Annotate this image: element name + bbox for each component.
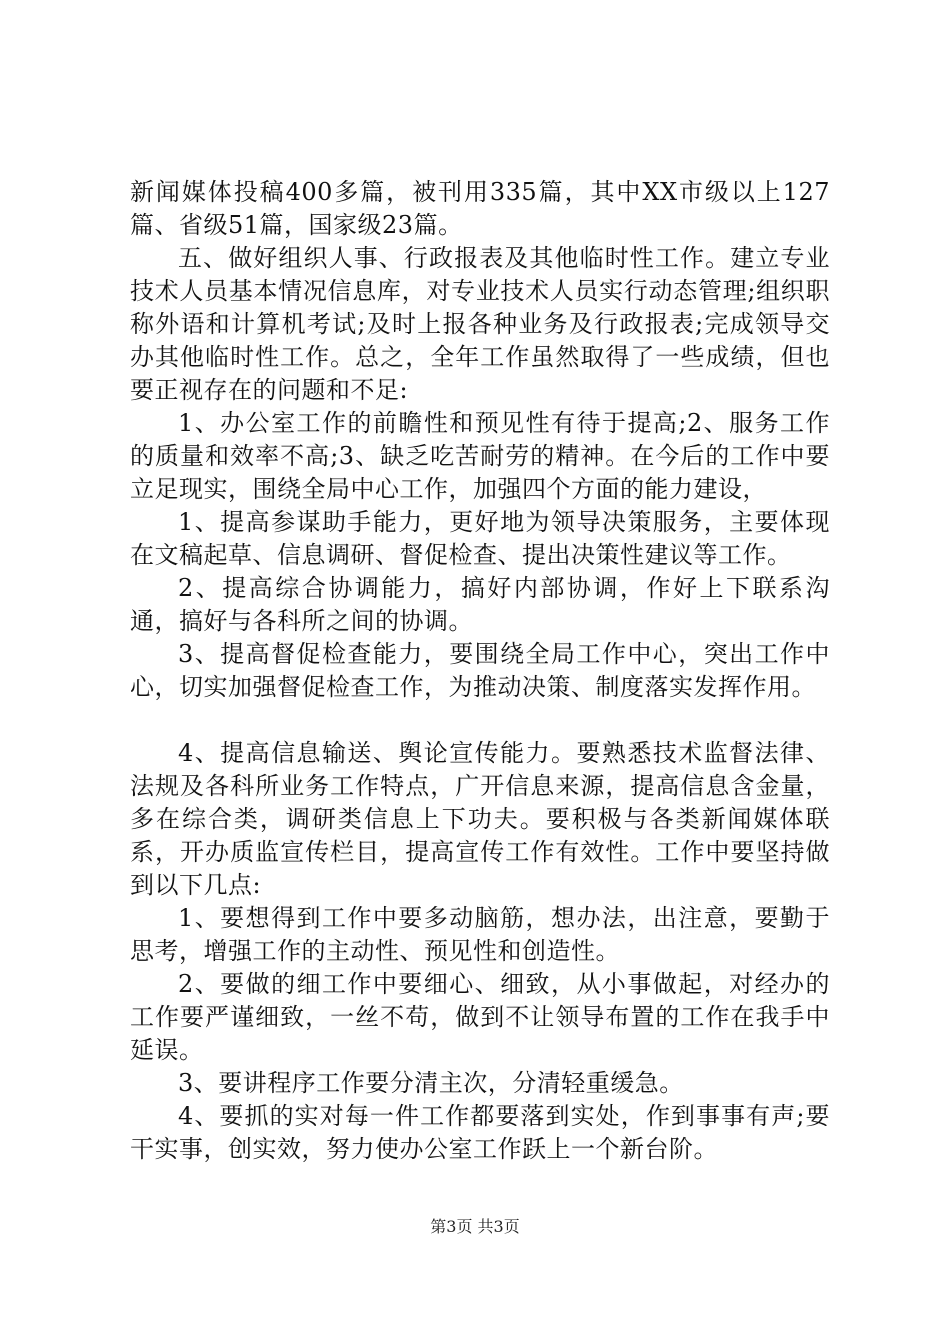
paragraph-continuation: 新闻媒体投稿400多篇，被刊用335篇，其中XX市级以上127篇、省级51篇，国家级23篇。 — [130, 178, 830, 239]
paragraph-point-4: 4、要抓的实对每一件工作都要落到实处，作到事事有声;要干实事，创实效，努力使办公室工作跃上一个新台阶。 — [130, 1102, 830, 1163]
paragraph-ability-1: 1、提高参谋助手能力，更好地为领导决策服务，主要体现在文稿起草、信息调研、督促检查、提出决策性建议等工作。 — [130, 508, 830, 569]
paragraph-ability-3: 3、提高督促检查能力，要围绕全局工作中心，突出工作中心，切实加强督促检查工作，为推动决策、制度落实发挥作用。 — [130, 640, 830, 701]
paragraph-shortcomings: 1、办公室工作的前瞻性和预见性有待于提高;2、服务工作的质量和效率不高;3、缺乏吃苦耐劳的精神。在今后的工作中要立足现实，围绕全局中心工作，加强四个方面的能力建设， — [130, 409, 830, 503]
document-body — [130, 176, 830, 1166]
paragraph-point-3: 3、要讲程序工作要分清主次，分清轻重缓急。 — [178, 1069, 684, 1097]
paragraph-ability-4: 4、提高信息输送、舆论宣传能力。要熟悉技术监督法律、法规及各科所业务工作特点，广开信息来源，提高信息含金量，多在综合类，调研类信息上下功夫。要积极与各类新闻媒体联系，开办质监宣传栏目，提高宣传工作有效性。工作中要坚持做到以下几点: — [130, 739, 830, 899]
paragraph-section-five: 五、做好组织人事、行政报表及其他临时性工作。建立专业技术人员基本情况信息库，对专业技术人员实行动态管理;组织职称外语和计算机考试;及时上报各种业务及行政报表;完成领导交办其他临时性工作。总之，全年工作虽然取得了一些成绩，但也要正视存在的问题和不足: — [130, 244, 830, 404]
paragraph-ability-2: 2、提高综合协调能力，搞好内部协调，作好上下联系沟通，搞好与各科所之间的协调。 — [130, 574, 830, 635]
paragraph-point-1: 1、要想得到工作中要多动脑筋，想办法，出注意，要勤于思考，增强工作的主动性、预见性和创造性。 — [130, 904, 830, 965]
paragraph-gap — [130, 704, 830, 737]
paragraph-point-2: 2、要做的细工作中要细心、细致，从小事做起，对经办的工作要严谨细致，一丝不苟，做到不让领导布置的工作在我手中延误。 — [130, 970, 830, 1064]
page-number-footer: 第3页 共3页 — [430, 1217, 520, 1236]
